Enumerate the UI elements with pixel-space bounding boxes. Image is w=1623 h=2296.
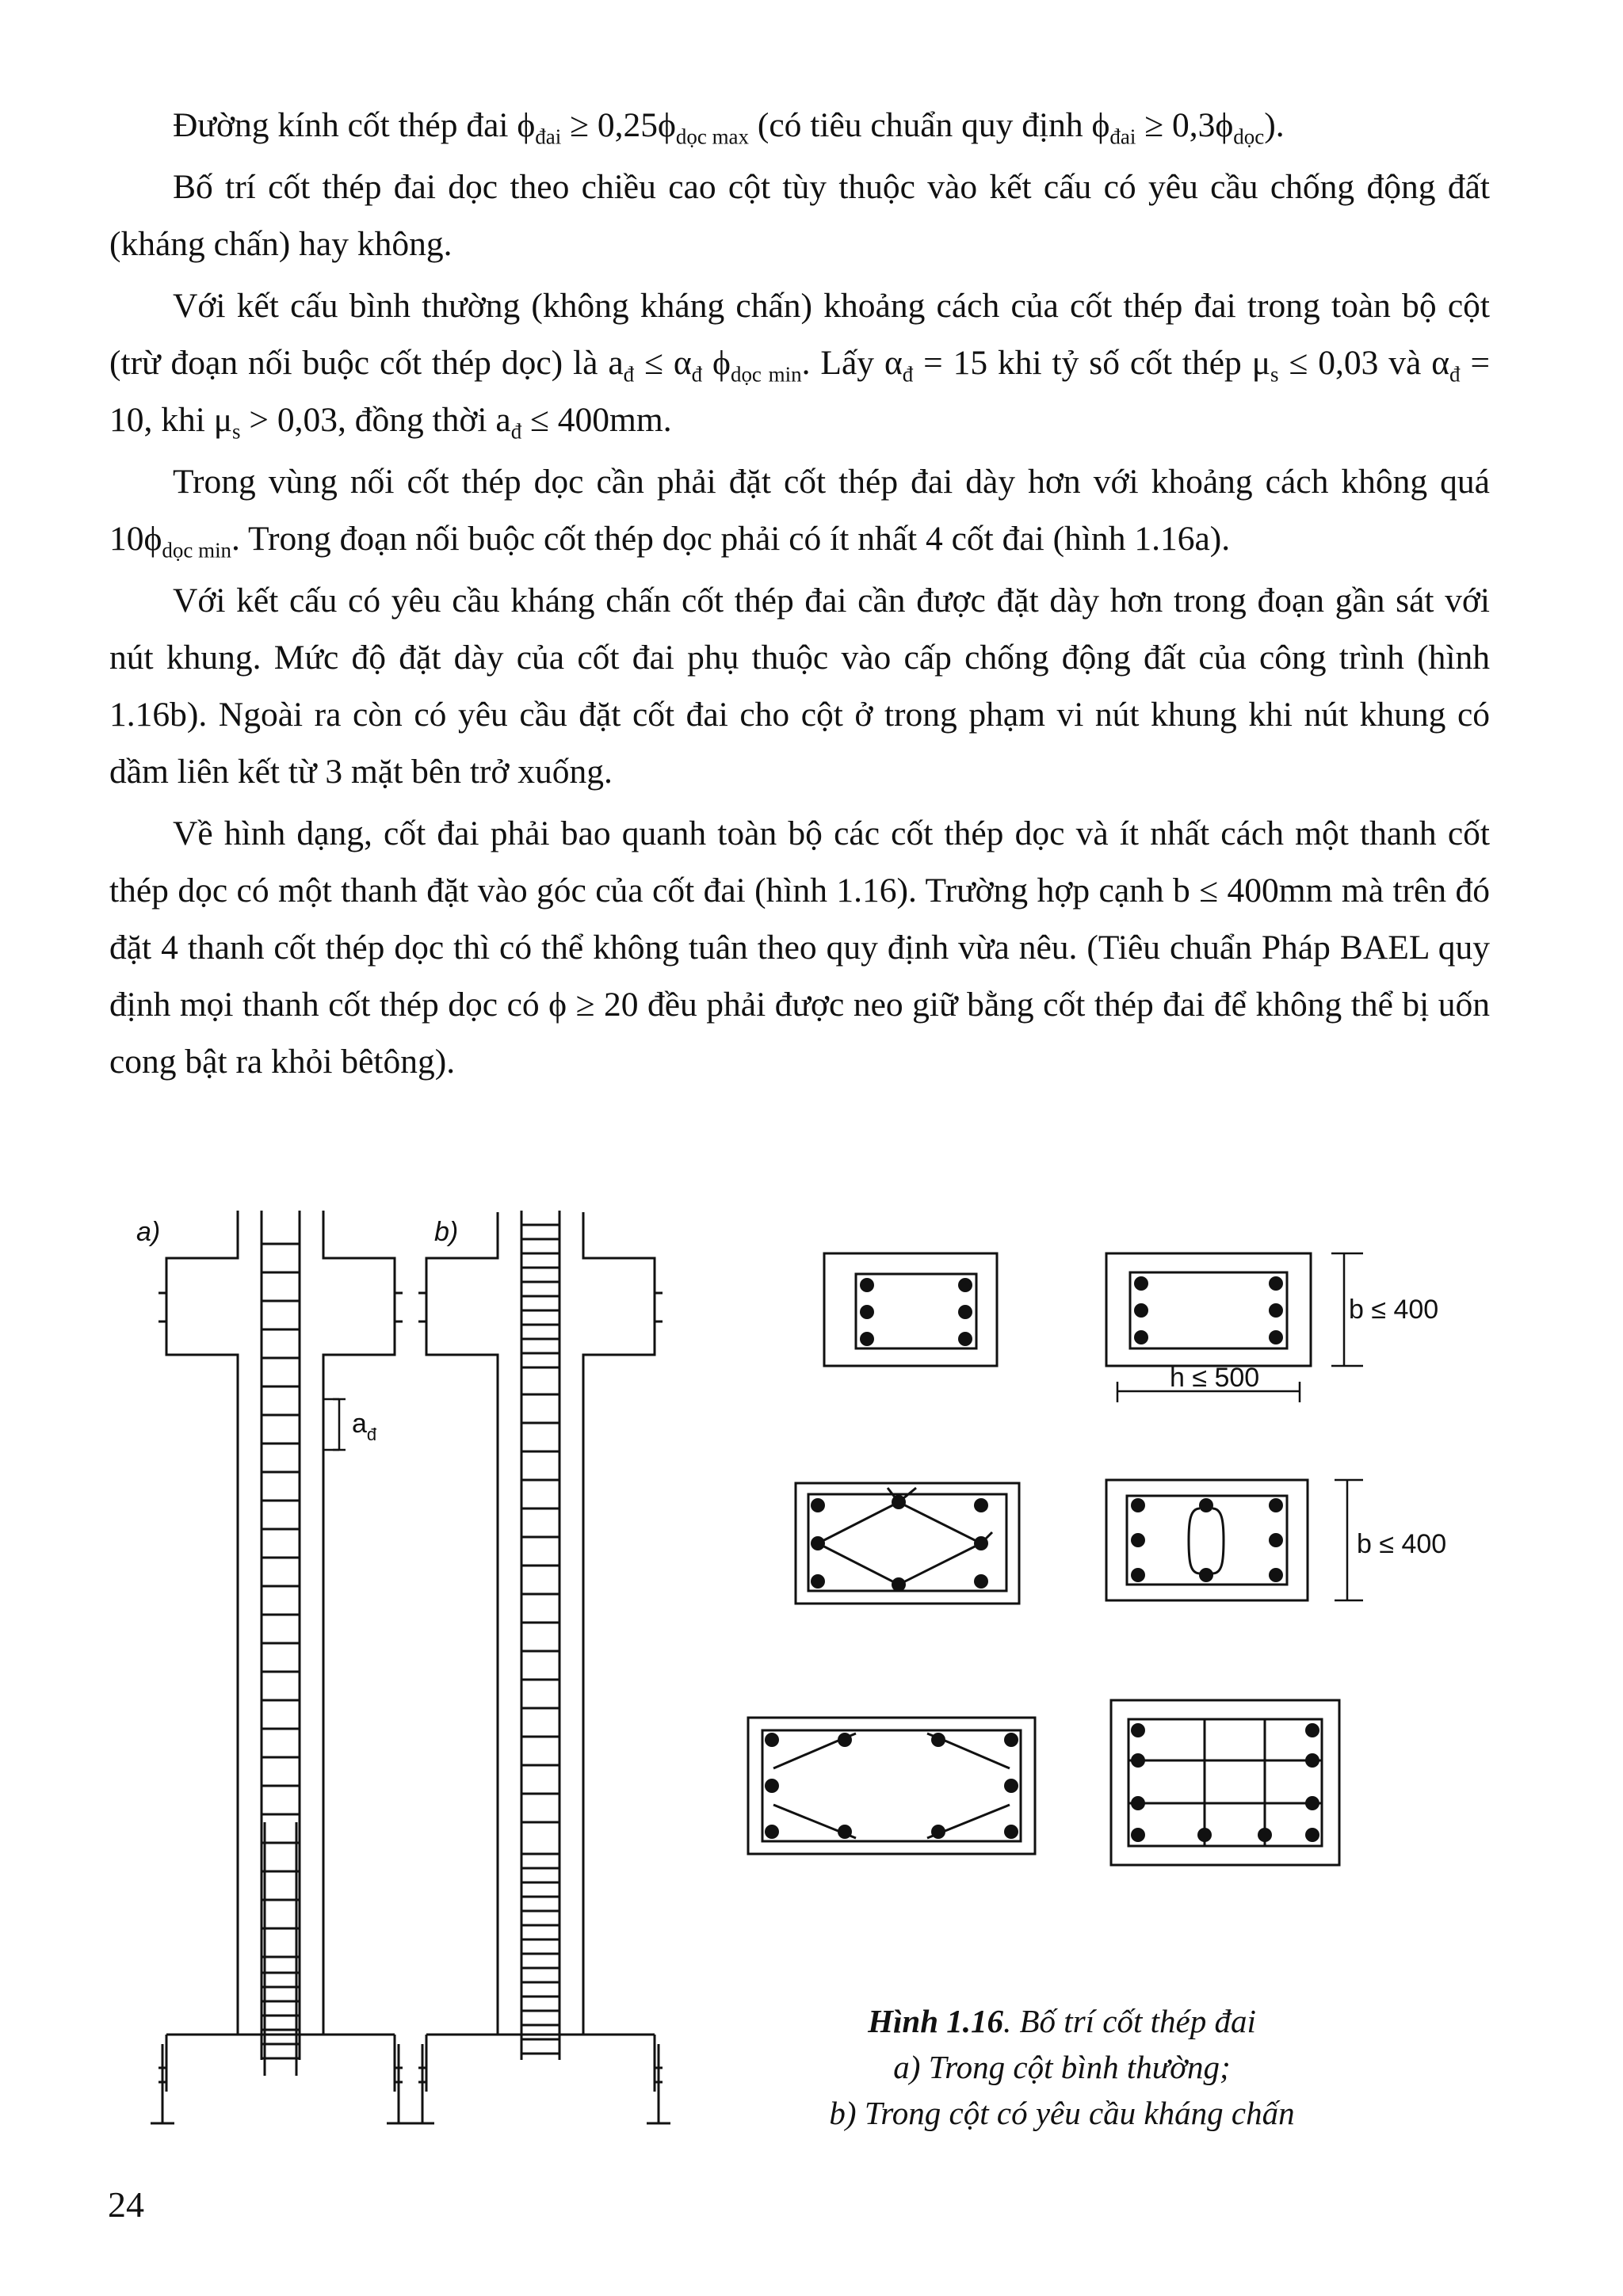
rebar-dot [1305, 1723, 1319, 1737]
rebar-dot [1269, 1533, 1283, 1547]
rebar-dot [1131, 1568, 1145, 1582]
text-run: ≥ 0,3ϕ [1136, 106, 1234, 144]
rebar-dot [1199, 1498, 1213, 1512]
rebar-dot [1197, 1828, 1212, 1842]
subscript: đai [1109, 124, 1136, 149]
text-run: ≥ 0,25ϕ [561, 106, 676, 144]
rebar-dot [765, 1733, 779, 1747]
spacing-label: $a_đ$ [352, 1409, 377, 1444]
rebar-dot [1199, 1568, 1213, 1582]
section-dimensions [1117, 1253, 1363, 1600]
rebar-dot [1131, 1498, 1145, 1512]
rebar-dot [838, 1733, 852, 1747]
rebar-dot [1269, 1498, 1283, 1512]
subscript: dọc min [162, 538, 232, 563]
text-run: = 15 khi tỷ số cốt thép μ [913, 344, 1271, 382]
text-run: Bố trí cốt thép đai dọc theo chiều cao cột tùy thuộc vào kết cấu có yêu cầu chống động đất (kháng chấn) hay không. [109, 168, 1490, 263]
rebar-dot [892, 1495, 906, 1509]
rebar-dot [1131, 1753, 1145, 1768]
subscript: đ [623, 362, 635, 387]
text-run: Về hình dạng, cốt đai phải bao quanh toàn bộ các cốt thép dọc và ít nhất cách một thanh cốt thép dọc có một thanh đặt vào góc của cốt đai (hình 1.16). Trường hợp cạnh b ≤ 400mm mà trên đó đặt 4 thanh cốt thép dọc thì có thể không tuân theo quy định vừa nêu. (Tiêu chuẩn Pháp BAEL quy định mọi thanh cốt thép dọc có ϕ ≥ 20 đều phải được neo giữ bằng cốt thép đai để không thể bị uốn cong bật ra khỏi bêtông). [109, 814, 1490, 1081]
rebar-dot [958, 1332, 972, 1346]
text-run: . Trong đoạn nối buộc cốt thép dọc phải có ít nhất 4 cốt đai (hình 1.16a). [231, 520, 1231, 558]
cross-sections [748, 1253, 1339, 1865]
rebar-dot [1004, 1733, 1018, 1747]
subscript: dọc max [675, 124, 750, 149]
text-run: Với kết cấu có yêu cầu kháng chấn cốt thép đai cần được đặt dày hơn trong đoạn gần sát với nút khung. Mức độ đặt dày của cốt đai phụ thuộc vào cấp chống động đất của công trình (hình 1.16b). Ngoài ra còn có yêu cầu đặt cốt đai cho cột ở trong phạm vi nút khung khi nút khung có dầm liên kết từ 3 mặt bên trở xuống. [109, 582, 1490, 791]
rebar-dot [765, 1825, 779, 1839]
rebar-dot [958, 1305, 972, 1319]
rebar-dot [1134, 1303, 1148, 1318]
rebar-dot [838, 1825, 852, 1839]
subscript: dọc [1233, 124, 1265, 149]
caption-title: Hình 1.16. Bố trí cốt thép đai [868, 2003, 1256, 2039]
rebar-dot [860, 1278, 874, 1292]
rebar-dot [958, 1278, 972, 1292]
rebar-dot [1004, 1779, 1018, 1793]
text-run: (có tiêu chuẩn quy định ϕ [749, 106, 1110, 144]
text-run: ≤ 400mm. [521, 401, 672, 439]
figure-label-a: a) [136, 1217, 161, 1247]
rebar-dot [1131, 1723, 1145, 1737]
rebar-dot [931, 1733, 945, 1747]
rebar-dot [1134, 1276, 1148, 1291]
subscript: đ [902, 362, 914, 387]
rebar-dot [1004, 1825, 1018, 1839]
rebar-dot [931, 1825, 945, 1839]
rebar-dot [1305, 1828, 1319, 1842]
rebar-dot [1269, 1303, 1283, 1318]
subscript: đ [510, 419, 522, 444]
rebar-dot [1131, 1828, 1145, 1842]
text-run: ϕ [702, 344, 731, 382]
rebar-dot [811, 1536, 825, 1550]
text-run: ). [1264, 106, 1285, 144]
rebar-dot [974, 1498, 988, 1512]
rebar-dot [1131, 1533, 1145, 1547]
rebar-dot [1131, 1796, 1145, 1810]
text-run: Với kết cấu bình thường (không kháng chấn) khoảng cách của cốt thép đai trong toàn bộ cột (trừ đoạn nối buộc cốt thép dọc) là a [109, 287, 1490, 382]
subscript: s [1270, 362, 1279, 387]
text-run: Trong vùng nối cốt thép dọc cần phải đặt cốt thép đai dày hơn với khoảng cách không quá 10ϕ [109, 463, 1490, 558]
figure-caption [713, 1998, 1411, 2136]
dimension-b-top: b ≤ 400 [1349, 1295, 1439, 1325]
rebar-dot [1258, 1828, 1272, 1842]
text-run: . Lấy α [801, 344, 903, 382]
subscript: dọc min [730, 362, 802, 387]
rebar-dot [1305, 1753, 1319, 1768]
text-run: ≤ α [634, 344, 692, 382]
caption-line-a: a) Trong cột bình thường; [893, 2049, 1231, 2085]
rebar-dot [860, 1332, 874, 1346]
rebar-dot [860, 1305, 874, 1319]
rebar-dot [1134, 1330, 1148, 1344]
rebar-dot [974, 1574, 988, 1589]
subscript: s [232, 419, 241, 444]
subscript: đ [691, 362, 703, 387]
text-run: Đường kính cốt thép đai ϕ [173, 106, 536, 144]
text-run: = 10, khi μ [109, 344, 1490, 439]
page-number: 24 [108, 2184, 144, 2225]
rebar-dot [811, 1498, 825, 1512]
rebar-dot [765, 1779, 779, 1793]
figure-label-b: b) [434, 1217, 459, 1247]
rebar-dot [974, 1536, 988, 1550]
text-run: ≤ 0,03 và α [1278, 344, 1450, 382]
text-run: > 0,03, đồng thời a [240, 401, 511, 439]
rebar-dot [1269, 1276, 1283, 1291]
rebar-dot [1269, 1330, 1283, 1344]
subscript: đai [535, 124, 562, 149]
rebar-dot [1269, 1568, 1283, 1582]
rebar-dot [1305, 1796, 1319, 1810]
rebar-dot [811, 1574, 825, 1589]
subscript: đ [1449, 362, 1461, 387]
dimension-h: h ≤ 500 [1170, 1363, 1260, 1393]
column-b-drawing [411, 1212, 670, 2123]
rebar-layer [262, 1211, 559, 2076]
rebar-dot [892, 1577, 906, 1592]
caption-line-b: b) Trong cột có yêu cầu kháng chấn [829, 2095, 1295, 2131]
dimension-b-middle: b ≤ 400 [1357, 1529, 1447, 1559]
spacing-dimension [323, 1399, 346, 1450]
